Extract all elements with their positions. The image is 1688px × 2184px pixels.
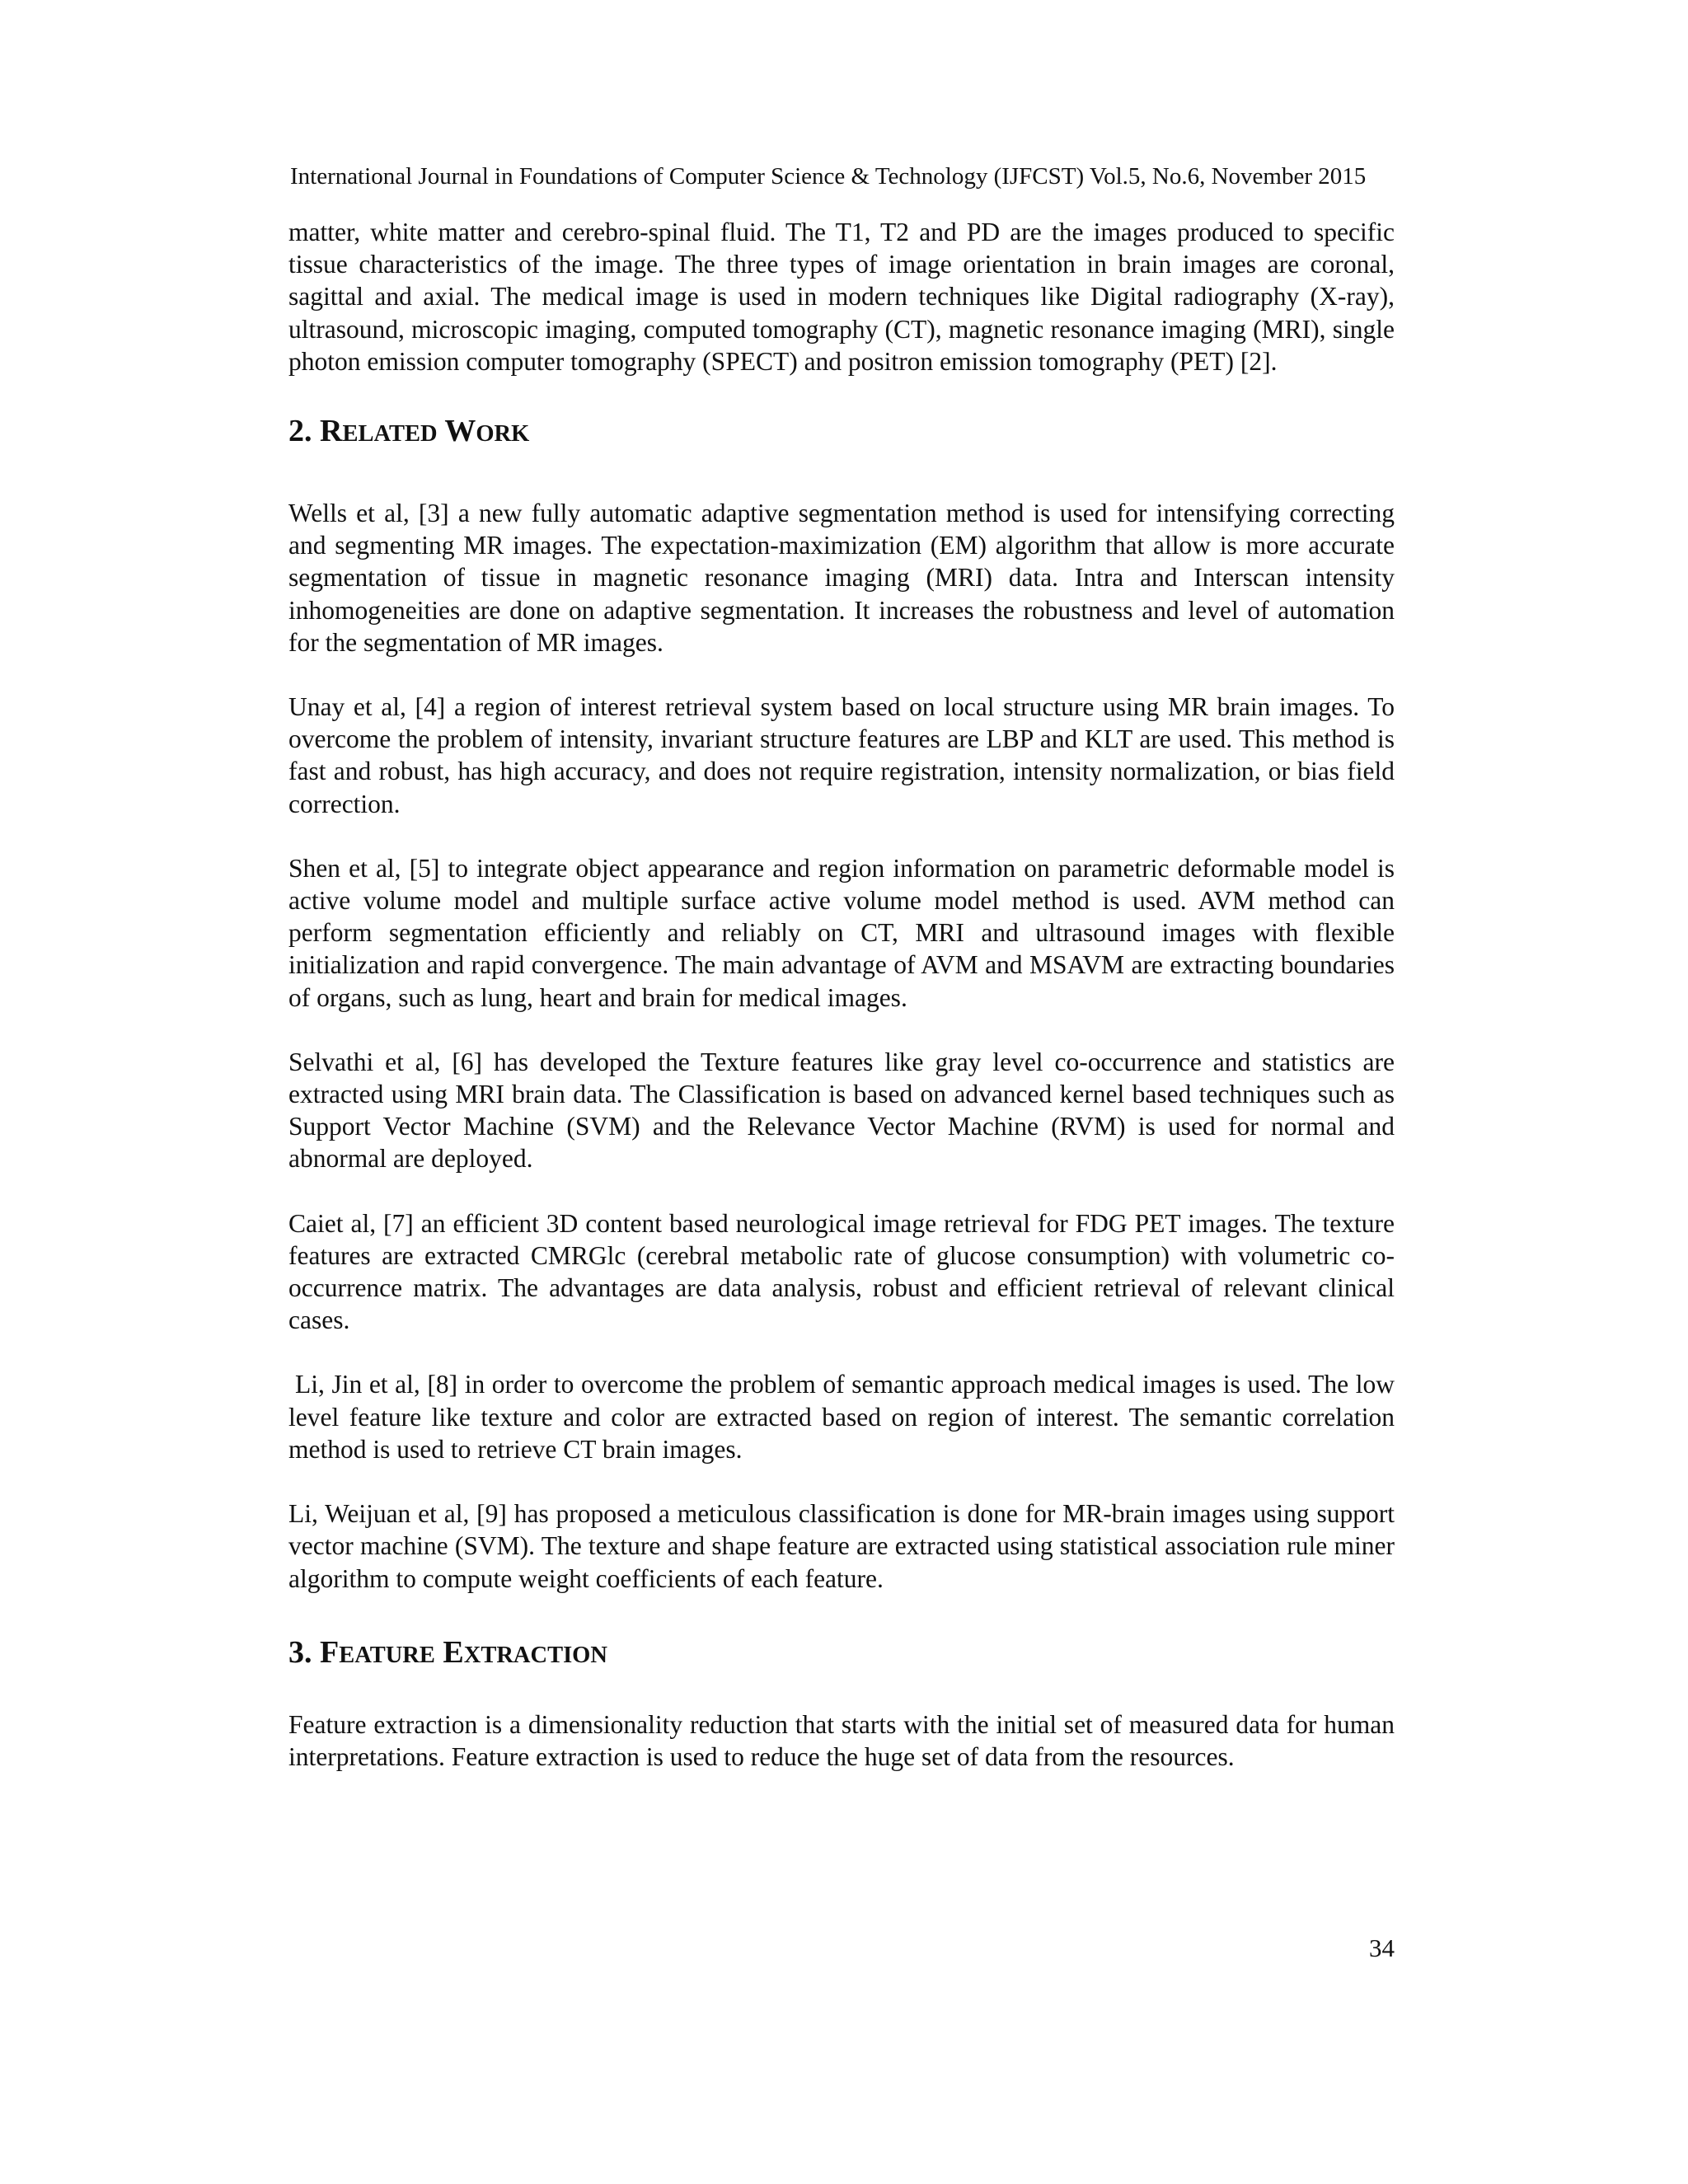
heading-rest: EATURE xyxy=(339,1642,435,1668)
heading-initial: E xyxy=(443,1634,464,1670)
running-header: International Journal in Foundations of Computer Science & Technology (IJFCST) Vol.5, No.6, November 2015 xyxy=(290,163,1367,190)
related-work-paragraph-li-weijuan: Li, Weijuan et al, [9] has proposed a meticulous classification is done for MR-brain images using support vector machine (SVM). The texture and shape feature are extracted using statistical association rule miner algorithm to compute weight coefficients of each feature. xyxy=(288,1499,1395,1593)
heading-rest: XTRACTION xyxy=(463,1642,607,1668)
feature-extraction-paragraph: Feature extraction is a dimensionality reduction that starts with the initial set of measured data for human interpretations. Feature extraction is used to reduce the huge set of data from the resources. xyxy=(288,1709,1395,1771)
related-work-paragraph-wells: Wells et al, [3] a new fully automatic adaptive segmentation method is used for intensifying correcting and segmenting MR images. The expectation-maximization (EM) algorithm that allow is more accurate segmentation of tissue in magnetic resonance imaging (MRI) data. Intra and Interscan intensity inhomogeneities are done on adaptive segmentation. It increases the robustness and level of automation for the segmentation of MR images. xyxy=(288,499,1395,657)
section-heading-feature-extraction xyxy=(288,1634,1395,1674)
heading-initial: F xyxy=(320,1634,340,1670)
page-number: 34 xyxy=(1369,1933,1395,1962)
related-work-paragraph-selvathi: Selvathi et al, [6] has developed the Texture features like gray level co-occurrence and statistics are extracted using MRI brain data. The Classification is based on advanced kernel based techniques such as Support Vector Machine (SVM) and the Relevance Vector Machine (RVM) is used for normal and abnormal are deployed. xyxy=(288,1047,1395,1174)
intro-paragraph: matter, white matter and cerebro-spinal fluid. The T1, T2 and PD are the images produced to specific tissue characteristics of the image. The three types of image orientation in brain images are coronal, sagittal and axial. The medical image is used in modern techniques like Digital radiography (X-ray), ultrasound, microscopic imaging, computed tomography (CT), magnetic resonance imaging (MRI), single photon emission computer tomography (SPECT) and positron emission tomography (PET) [2]. xyxy=(288,218,1395,376)
related-work-paragraph-li-jin: Li, Jin et al, [8] in order to overcome the problem of semantic approach medical images is used. The low level feature like texture and color are extracted based on region of interest. The semantic correlation method is used to retrieve CT brain images. xyxy=(288,1370,1395,1464)
heading-rest: ELATED xyxy=(342,421,438,448)
related-work-paragraph-unay: Unay et al, [4] a region of interest retrieval system based on local structure using MR brain images. To overcome the problem of intensity, invariant structure features are LBP and KLT are used. This method is fast and robust, has high accuracy, and does not require registration, intensity normalization, or bias field correction. xyxy=(288,692,1395,818)
page-content xyxy=(288,216,1395,1773)
heading-initial: R xyxy=(320,414,343,449)
section-heading-related-work xyxy=(288,413,1395,452)
section-number: 3. xyxy=(288,1634,312,1670)
heading-rest: ORK xyxy=(476,421,530,448)
section-number: 2. xyxy=(288,414,312,449)
heading-initial: W xyxy=(444,414,476,449)
related-work-paragraph-cai: Caiet al, [7] an efficient 3D content based neurological image retrieval for FDG PET images. The texture features are extracted CMRGlc (cerebral metabolic rate of glucose consumption) with volumetric co-occurrence matrix. The advantages are data analysis, robust and efficient retrieval of relevant clinical cases. xyxy=(288,1208,1395,1335)
related-work-paragraph-shen: Shen et al, [5] to integrate object appearance and region information on parametric deformable model is active volume model and multiple surface active volume model method is used. AVM method can perform segmentation efficiently and reliably on CT, MRI and ultrasound images with flexible initialization and rapid convergence. The main advantage of AVM and MSAVM are extracting boundaries of organs, such as lung, heart and brain for medical images. xyxy=(288,853,1395,1012)
